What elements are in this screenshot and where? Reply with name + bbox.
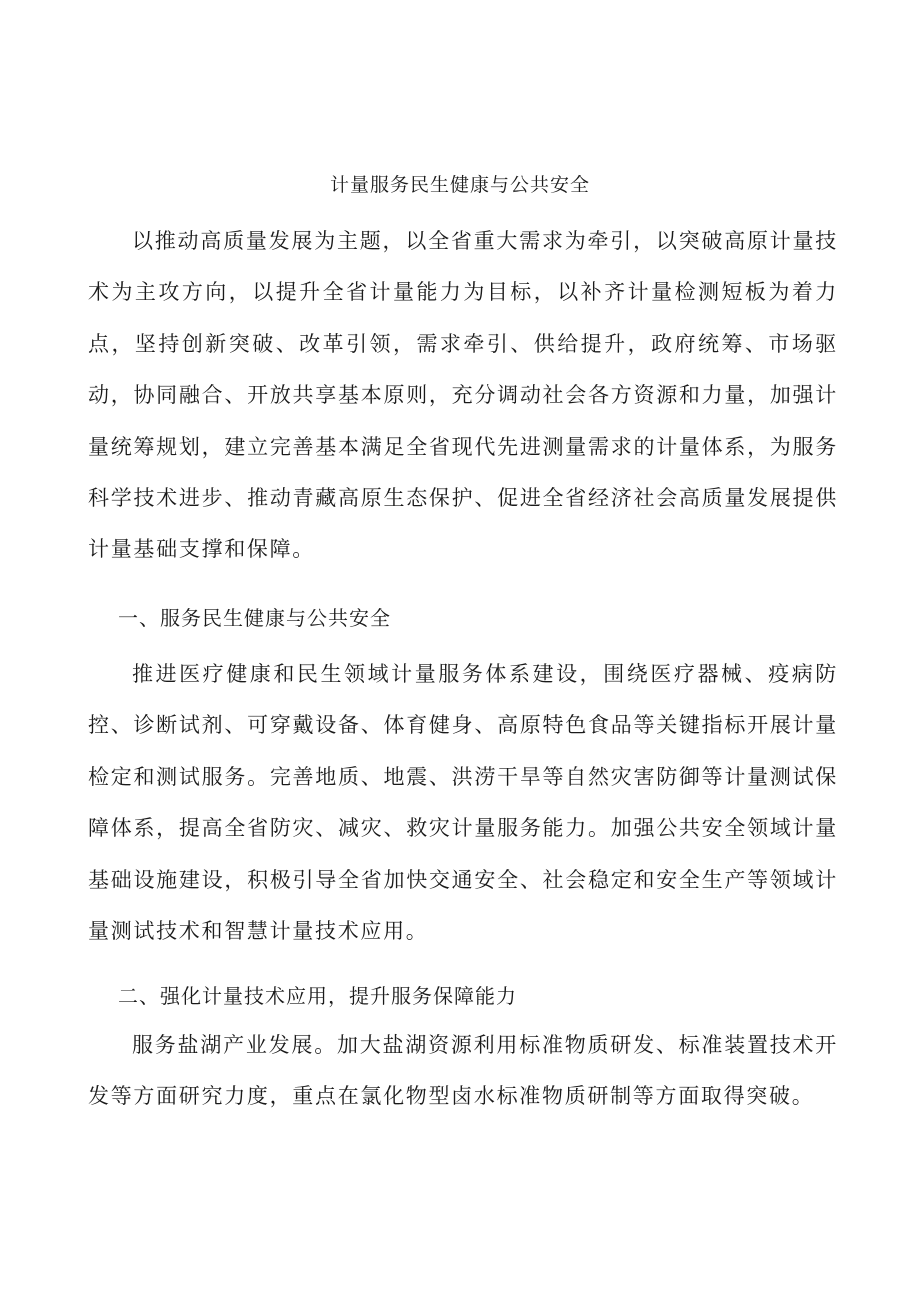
section-body-2: 服务盐湖产业发展。加大盐湖资源利用标准物质研发、标准装置技术开发等方面研究力度，重点在氯化物型卤水标准物质研制等方面取得突破。 (88, 1033, 838, 1109)
intro-paragraph: 以推动高质量发展为主题，以全省重大需求为牵引，以突破高原计量技术为主攻方向，以提升全省计量能力为目标，以补齐计量检测短板为着力点，坚持创新突破、改革引领，需求牵引、供给提升，政府统筹、市场驱动，协同融合、开放共享基本原则，充分调动社会各方资源和力量，加强计量统筹规划，建立完善基本满足全省现代先进测量需求的计量体系，为服务科学技术进步、推动青藏高原生态保护、促进全省经济社会高质量发展提供计量基础支撑和保障。 (88, 229, 838, 562)
section-heading-1: 一、服务民生健康与公共安全 (118, 606, 391, 630)
section-heading-2: 二、强化计量技术应用，提升服务保障能力 (118, 984, 517, 1008)
document-title: 计量服务民生健康与公共安全 (329, 174, 590, 196)
section-body-1: 推进医疗健康和民生领域计量服务体系建设，围绕医疗器械、疫病防控、诊断试剂、可穿戴设备、体育健身、高原特色食品等关键指标开展计量检定和测试服务。完善地质、地震、洪涝干旱等自然灾害防御等计量测试保障体系，提高全省防灾、减灾、救灾计量服务能力。加强公共安全领域计量基础设施建设，积极引导全省加快交通安全、社会稳定和安全生产等领域计量测试技术和智慧计量技术应用。 (88, 662, 838, 944)
